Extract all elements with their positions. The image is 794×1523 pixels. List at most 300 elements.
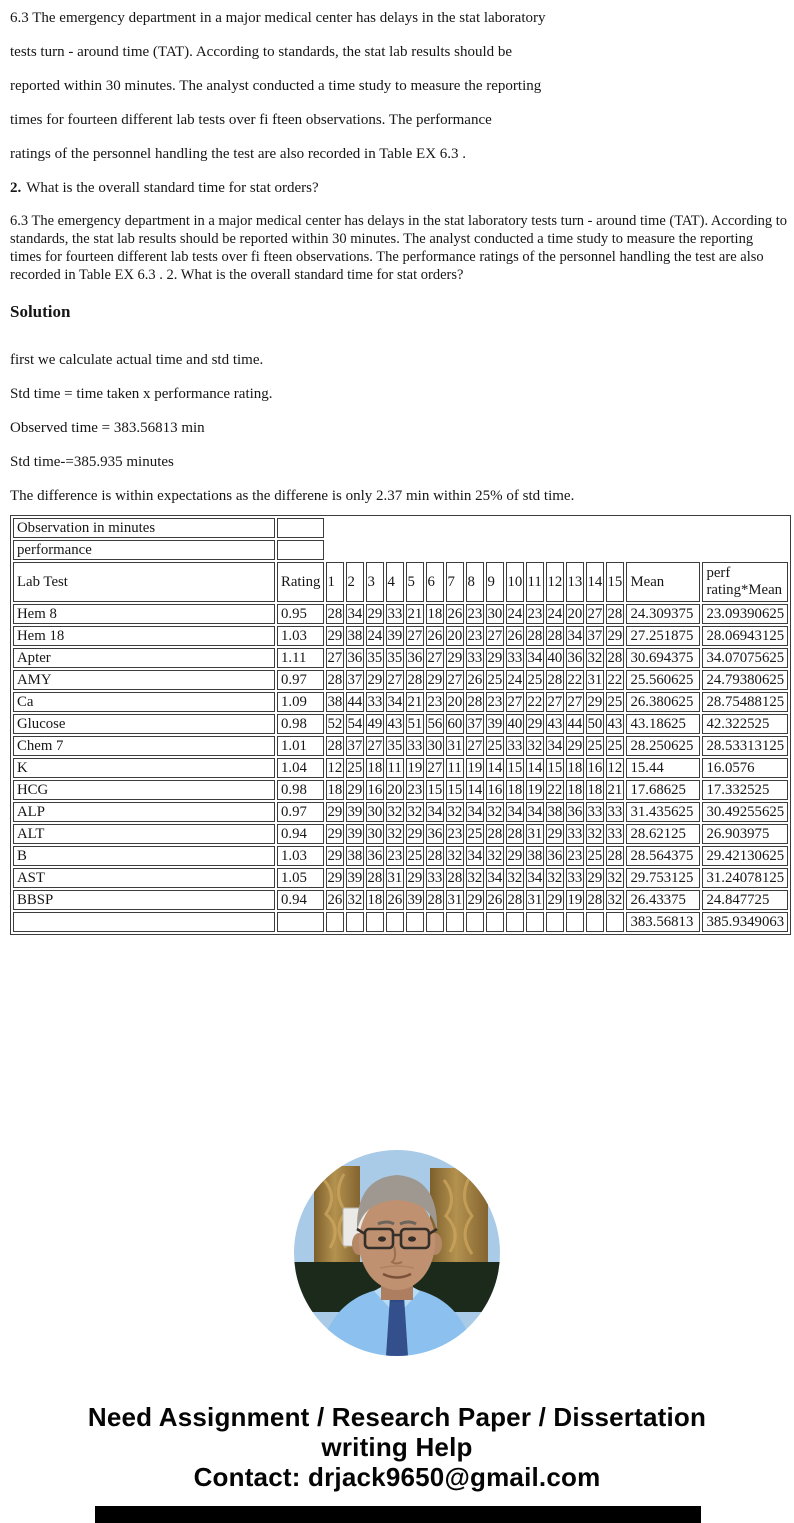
- observation-cell: 27: [566, 692, 584, 712]
- observation-cell: 29: [546, 824, 564, 844]
- footer-line-1: Need Assignment / Research Paper / Dissertation: [87, 1402, 707, 1432]
- mean-cell: 31.435625: [626, 802, 700, 822]
- observation-cell: 52: [326, 714, 344, 734]
- observation-cell: 12: [326, 758, 344, 778]
- observation-cell: 39: [386, 626, 404, 646]
- perf-cell: 26.903975: [702, 824, 788, 844]
- header-perf-rating-mean-cell: perf rating*Mean: [702, 562, 788, 602]
- observation-cell: 12: [606, 758, 624, 778]
- rating-cell: 1.03: [277, 846, 324, 866]
- perf-cell: 16.0576: [702, 758, 788, 778]
- observation-cell: 20: [446, 692, 464, 712]
- intro-line: 6.3 The emergency department in a major medical center has delays in the stat laboratory: [10, 10, 546, 26]
- totals-empty-cell: [426, 912, 444, 932]
- table-row: [13, 890, 788, 910]
- observation-cell: 30: [486, 604, 504, 624]
- observation-cell: 28: [606, 648, 624, 668]
- observation-cell: 29: [406, 824, 424, 844]
- observation-cell: 34: [546, 736, 564, 756]
- observation-cell: 29: [406, 868, 424, 888]
- observation-cell: 27: [326, 648, 344, 668]
- pre-header-empty-cell: [277, 518, 324, 538]
- observation-cell: 27: [426, 758, 444, 778]
- observation-cell: 22: [546, 780, 564, 800]
- totals-empty-cell: [366, 912, 384, 932]
- observation-cell: 32: [486, 846, 504, 866]
- observation-cell: 27: [546, 692, 564, 712]
- pre-header-empty-cell: [277, 540, 324, 560]
- rating-cell: 0.98: [277, 780, 324, 800]
- header-observation-number-cell: 11: [526, 562, 544, 602]
- perf-cell: 42.322525: [702, 714, 788, 734]
- observation-cell: 30: [426, 736, 444, 756]
- mean-cell: 17.68625: [626, 780, 700, 800]
- observation-cell: 29: [466, 890, 484, 910]
- table-row: [13, 758, 788, 778]
- observation-cell: 34: [526, 868, 544, 888]
- observation-cell: 33: [566, 868, 584, 888]
- totals-empty-cell: [346, 912, 364, 932]
- lab-test-cell: AMY: [13, 670, 275, 690]
- header-observation-number-cell: 14: [586, 562, 604, 602]
- observation-cell: 34: [386, 692, 404, 712]
- observation-cell: 35: [366, 648, 384, 668]
- observation-cell: 15: [446, 780, 464, 800]
- observation-cell: 60: [446, 714, 464, 734]
- observation-cell: 27: [446, 670, 464, 690]
- table-header-row: [13, 562, 788, 602]
- observation-cell: 11: [446, 758, 464, 778]
- observation-cell: 14: [526, 758, 544, 778]
- table-row: [13, 868, 788, 888]
- rating-cell: 0.94: [277, 824, 324, 844]
- observation-cell: 20: [386, 780, 404, 800]
- header-lab-test-cell: Lab Test: [13, 562, 275, 602]
- observation-cell: 14: [486, 758, 504, 778]
- totals-empty-cell: [446, 912, 464, 932]
- observation-cell: 27: [466, 736, 484, 756]
- mean-cell: 24.309375: [626, 604, 700, 624]
- observation-cell: 25: [606, 736, 624, 756]
- pre-header-free-space: [326, 540, 788, 560]
- observation-cell: 36: [546, 846, 564, 866]
- mean-cell: 25.560625: [626, 670, 700, 690]
- observation-cell: 26: [506, 626, 524, 646]
- mean-cell: 28.62125: [626, 824, 700, 844]
- solution-heading: Solution: [10, 302, 71, 321]
- perf-cell: 17.332525: [702, 780, 788, 800]
- observation-cell: 23: [466, 626, 484, 646]
- observation-cell: 32: [486, 802, 504, 822]
- observation-cell: 28: [506, 824, 524, 844]
- observation-cell: 36: [566, 648, 584, 668]
- observation-cell: 28: [326, 736, 344, 756]
- observation-cell: 26: [426, 626, 444, 646]
- rating-cell: 1.11: [277, 648, 324, 668]
- observation-cell: 39: [346, 868, 364, 888]
- table-row: [13, 780, 788, 800]
- observation-cell: 27: [386, 670, 404, 690]
- header-observation-number-cell: 5: [406, 562, 424, 602]
- observation-cell: 27: [586, 604, 604, 624]
- observation-cell: 15: [506, 758, 524, 778]
- rating-cell: 1.04: [277, 758, 324, 778]
- lab-test-cell: Apter: [13, 648, 275, 668]
- observation-cell: 31: [586, 670, 604, 690]
- observation-cell: 16: [366, 780, 384, 800]
- observation-cell: 34: [346, 604, 364, 624]
- observation-cell: 34: [566, 626, 584, 646]
- observation-cell: 24: [506, 670, 524, 690]
- profile-photo: [294, 1150, 500, 1356]
- observation-cell: 31: [446, 736, 464, 756]
- table-row: [13, 648, 788, 668]
- observation-cell: 23: [486, 692, 504, 712]
- profile-photo-graphic: [294, 1150, 500, 1356]
- observation-cell: 56: [426, 714, 444, 734]
- table-row: [13, 604, 788, 624]
- totals-empty-cell: [526, 912, 544, 932]
- lab-test-cell: K: [13, 758, 275, 778]
- observation-cell: 23: [446, 824, 464, 844]
- observation-cell: 29: [366, 604, 384, 624]
- solution-line: first we calculate actual time and std time.: [10, 352, 264, 368]
- lab-test-cell: Hem 8: [13, 604, 275, 624]
- observation-cell: 32: [466, 868, 484, 888]
- observation-cell: 35: [386, 648, 404, 668]
- observation-cell: 37: [586, 626, 604, 646]
- observation-cell: 14: [466, 780, 484, 800]
- question-number: 2.: [10, 180, 22, 196]
- observation-cell: 36: [346, 648, 364, 668]
- intro-line: tests turn - around time (TAT). According to standards, the stat lab results should be: [10, 44, 513, 60]
- header-observation-number-cell: 2: [346, 562, 364, 602]
- observation-cell: 29: [586, 692, 604, 712]
- totals-empty-cell: [277, 912, 324, 932]
- observation-cell: 32: [446, 802, 464, 822]
- observation-cell: 18: [586, 780, 604, 800]
- observation-cell: 18: [506, 780, 524, 800]
- observation-cell: 33: [566, 824, 584, 844]
- observation-cell: 24: [366, 626, 384, 646]
- totals-empty-cell: [13, 912, 275, 932]
- observation-cell: 40: [546, 648, 564, 668]
- observation-cell: 44: [566, 714, 584, 734]
- lab-test-cell: B: [13, 846, 275, 866]
- footer-advertisement: [0, 1402, 794, 1492]
- table-row: [13, 692, 788, 712]
- observation-cell: 32: [386, 802, 404, 822]
- solution-line: Std time = time taken x performance rating.: [10, 386, 273, 402]
- table-pre-header-row: [13, 518, 788, 538]
- observation-cell: 28: [506, 890, 524, 910]
- header-observation-number-cell: 9: [486, 562, 504, 602]
- perf-cell: 30.49255625: [702, 802, 788, 822]
- observation-cell: 50: [586, 714, 604, 734]
- observation-cell: 26: [386, 890, 404, 910]
- observation-cell: 33: [426, 868, 444, 888]
- observation-cell: 21: [606, 780, 624, 800]
- perf-cell: 24.79380625: [702, 670, 788, 690]
- observation-cell: 19: [406, 758, 424, 778]
- perf-cell: 34.07075625: [702, 648, 788, 668]
- observation-cell: 20: [446, 626, 464, 646]
- pre-header-free-space: [326, 518, 788, 538]
- observation-cell: 28: [606, 604, 624, 624]
- observation-cell: 19: [526, 780, 544, 800]
- observation-cell: 25: [486, 670, 504, 690]
- mean-cell: 43.18625: [626, 714, 700, 734]
- observation-cell: 33: [606, 824, 624, 844]
- table-pre-header-row: [13, 540, 788, 560]
- observation-cell: 11: [386, 758, 404, 778]
- observation-cell: 30: [366, 824, 384, 844]
- observation-cell: 28: [546, 626, 564, 646]
- observation-cell: 28: [526, 626, 544, 646]
- observation-cell: 34: [506, 802, 524, 822]
- observation-cell: 38: [526, 846, 544, 866]
- header-observation-number-cell: 15: [606, 562, 624, 602]
- header-observation-number-cell: 3: [366, 562, 384, 602]
- table-row: [13, 670, 788, 690]
- observation-cell: 33: [506, 648, 524, 668]
- observation-cell: 43: [546, 714, 564, 734]
- observation-cell: 29: [326, 868, 344, 888]
- observation-cell: 28: [546, 670, 564, 690]
- lab-test-cell: BBSP: [13, 890, 275, 910]
- observation-cell: 32: [546, 868, 564, 888]
- observation-cell: 34: [466, 846, 484, 866]
- solution-line: The difference is within expectations as the differene is only 2.37 min within 25% of std time.: [10, 488, 575, 504]
- observation-cell: 26: [446, 604, 464, 624]
- observation-cell: 29: [426, 670, 444, 690]
- observation-cell: 36: [426, 824, 444, 844]
- table-row: [13, 802, 788, 822]
- observation-cell: 33: [586, 802, 604, 822]
- observation-cell: 20: [566, 604, 584, 624]
- rating-cell: 0.97: [277, 670, 324, 690]
- observation-cell: 35: [386, 736, 404, 756]
- mean-cell: 27.251875: [626, 626, 700, 646]
- observation-cell: 23: [386, 846, 404, 866]
- observation-cell: 38: [326, 692, 344, 712]
- table-row: [13, 846, 788, 866]
- observation-cell: 23: [526, 604, 544, 624]
- totals-empty-cell: [326, 912, 344, 932]
- intro-line: times for fourteen different lab tests over fi fteen observations. The performance: [10, 112, 492, 128]
- lab-test-cell: AST: [13, 868, 275, 888]
- observation-cell: 40: [506, 714, 524, 734]
- pre-header-label-cell: Observation in minutes: [13, 518, 275, 538]
- header-observation-number-cell: 7: [446, 562, 464, 602]
- table-row: [13, 824, 788, 844]
- observation-cell: 25: [466, 824, 484, 844]
- observation-cell: 27: [506, 692, 524, 712]
- observation-cell: 38: [546, 802, 564, 822]
- table-row: [13, 626, 788, 646]
- observation-cell: 29: [366, 670, 384, 690]
- observation-cell: 34: [526, 802, 544, 822]
- observation-cell: 28: [426, 890, 444, 910]
- observation-cell: 31: [446, 890, 464, 910]
- lab-test-cell: ALT: [13, 824, 275, 844]
- observation-cell: 23: [426, 692, 444, 712]
- observation-cell: 15: [546, 758, 564, 778]
- totals-empty-cell: [546, 912, 564, 932]
- observation-cell: 15: [426, 780, 444, 800]
- observation-cell: 18: [366, 890, 384, 910]
- table-row: [13, 714, 788, 734]
- pre-header-label-cell: performance: [13, 540, 275, 560]
- observation-cell: 28: [466, 692, 484, 712]
- lab-test-cell: Glucose: [13, 714, 275, 734]
- observation-cell: 26: [466, 670, 484, 690]
- observation-cell: 19: [466, 758, 484, 778]
- observation-cell: 29: [346, 780, 364, 800]
- header-observation-number-cell: 13: [566, 562, 584, 602]
- observation-cell: 29: [326, 802, 344, 822]
- observation-cell: 33: [406, 736, 424, 756]
- table-totals-row: [13, 912, 788, 932]
- observation-cell: 36: [406, 648, 424, 668]
- observation-cell: 28: [446, 868, 464, 888]
- observation-cell: 34: [466, 802, 484, 822]
- observation-cell: 26: [486, 890, 504, 910]
- observation-cell: 25: [486, 736, 504, 756]
- observation-cell: 39: [486, 714, 504, 734]
- observation-cell: 29: [326, 824, 344, 844]
- observation-cell: 33: [606, 802, 624, 822]
- observation-cell: 32: [606, 868, 624, 888]
- observation-cell: 29: [446, 648, 464, 668]
- rating-cell: 1.03: [277, 626, 324, 646]
- rating-cell: 0.97: [277, 802, 324, 822]
- observation-cell: 25: [526, 670, 544, 690]
- observation-cell: 32: [346, 890, 364, 910]
- header-observation-number-cell: 10: [506, 562, 524, 602]
- observation-cell: 34: [486, 868, 504, 888]
- observation-cell: 31: [526, 890, 544, 910]
- observation-cell: 39: [346, 802, 364, 822]
- observation-cell: 33: [466, 648, 484, 668]
- observation-cell: 29: [326, 626, 344, 646]
- table-row: [13, 736, 788, 756]
- rating-cell: 0.94: [277, 890, 324, 910]
- observation-cell: 44: [346, 692, 364, 712]
- problem-statement: [10, 1, 788, 171]
- observation-cell: 37: [346, 736, 364, 756]
- header-observation-number-cell: 8: [466, 562, 484, 602]
- observation-cell: 24: [546, 604, 564, 624]
- observation-cell: 27: [426, 648, 444, 668]
- observation-cell: 28: [406, 670, 424, 690]
- observation-cell: 25: [606, 692, 624, 712]
- intro-line: ratings of the personnel handling the test are also recorded in Table EX 6.3 .: [10, 146, 467, 162]
- observation-cell: 18: [566, 758, 584, 778]
- observation-cell: 34: [426, 802, 444, 822]
- observation-cell: 25: [406, 846, 424, 866]
- observation-cell: 21: [406, 604, 424, 624]
- rating-cell: 1.05: [277, 868, 324, 888]
- observation-cell: 33: [366, 692, 384, 712]
- observation-cell: 37: [346, 670, 364, 690]
- observation-cell: 31: [526, 824, 544, 844]
- observation-cell: 27: [406, 626, 424, 646]
- totals-perf-cell: 385.9349063: [702, 912, 788, 932]
- observation-cell: 26: [326, 890, 344, 910]
- observation-cell: 25: [346, 758, 364, 778]
- observation-cell: 32: [606, 890, 624, 910]
- observation-cell: 16: [486, 780, 504, 800]
- header-observation-number-cell: 4: [386, 562, 404, 602]
- observation-cell: 32: [586, 824, 604, 844]
- observation-cell: 30: [366, 802, 384, 822]
- perf-cell: 28.75488125: [702, 692, 788, 712]
- observation-cell: 27: [366, 736, 384, 756]
- observation-cell: 38: [346, 626, 364, 646]
- observation-cell: 43: [606, 714, 624, 734]
- totals-empty-cell: [486, 912, 504, 932]
- observation-cell: 27: [486, 626, 504, 646]
- totals-empty-cell: [466, 912, 484, 932]
- perf-cell: 31.24078125: [702, 868, 788, 888]
- header-rating-cell: Rating: [277, 562, 324, 602]
- bottom-black-bar: [95, 1506, 701, 1523]
- totals-empty-cell: [586, 912, 604, 932]
- rating-cell: 1.01: [277, 736, 324, 756]
- perf-cell: 29.42130625: [702, 846, 788, 866]
- observation-cell: 28: [326, 670, 344, 690]
- perf-cell: 28.06943125: [702, 626, 788, 646]
- question-text: What is the overall standard time for stat orders?: [26, 180, 319, 196]
- question-line: [10, 178, 319, 198]
- observation-cell: 25: [586, 736, 604, 756]
- observation-cell: 29: [606, 626, 624, 646]
- observation-cell: 39: [406, 890, 424, 910]
- observation-cell: 54: [346, 714, 364, 734]
- observation-cell: 43: [386, 714, 404, 734]
- observation-cell: 22: [566, 670, 584, 690]
- observation-cell: 51: [406, 714, 424, 734]
- observation-cell: 32: [586, 648, 604, 668]
- observation-cell: 49: [366, 714, 384, 734]
- lab-test-cell: Chem 7: [13, 736, 275, 756]
- restated-problem-paragraph: 6.3 The emergency department in a major medical center has delays in the stat laboratory tests turn - around time (TAT). According to standards, the stat lab results should be reported within 30 minutes. The analyst conducted a time study to measure the reporting times for fourteen different lab tests over fi fteen observations. The performance ratings of the personnel handling the test are also recorded in Table EX 6.3 . 2. What is the overall standard time for stat orders?: [10, 213, 788, 283]
- solution-steps: [10, 343, 788, 513]
- observation-cell: 22: [526, 692, 544, 712]
- observation-cell: 18: [426, 604, 444, 624]
- observation-cell: 33: [506, 736, 524, 756]
- rating-cell: 1.09: [277, 692, 324, 712]
- observation-cell: 36: [566, 802, 584, 822]
- observation-cell: 23: [466, 604, 484, 624]
- totals-empty-cell: [566, 912, 584, 932]
- observation-cell: 22: [606, 670, 624, 690]
- observation-cell: 29: [526, 714, 544, 734]
- mean-cell: 26.43375: [626, 890, 700, 910]
- totals-empty-cell: [386, 912, 404, 932]
- mean-cell: 28.250625: [626, 736, 700, 756]
- totals-empty-cell: [506, 912, 524, 932]
- observation-cell: 24: [506, 604, 524, 624]
- rating-cell: 0.98: [277, 714, 324, 734]
- observation-cell: 29: [326, 846, 344, 866]
- observation-cell: 39: [346, 824, 364, 844]
- observation-cell: 32: [386, 824, 404, 844]
- footer-contact-email: Contact: drjack9650@gmail.com: [193, 1462, 601, 1492]
- observation-cell: 32: [406, 802, 424, 822]
- observation-cell: 29: [546, 890, 564, 910]
